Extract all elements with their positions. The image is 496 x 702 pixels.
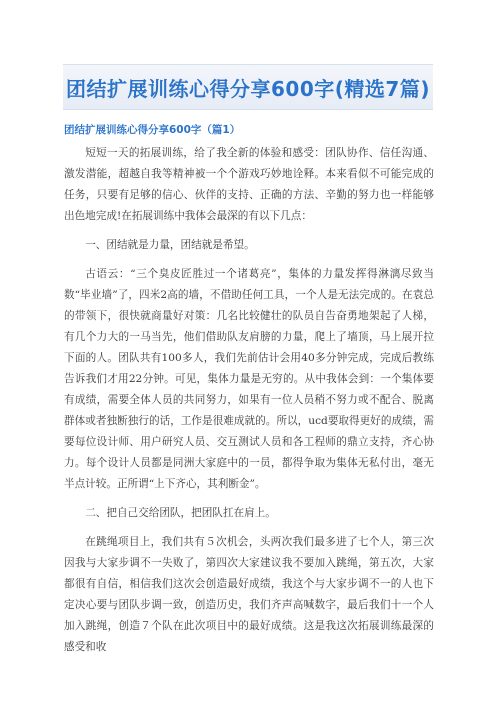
document-title: 团结扩展训练心得分享600字(精选7篇) [66,76,430,101]
title-banner [63,64,433,110]
paragraph: 古语云：“三个臭皮匠胜过一个诸葛亮”，集体的力量发挥得淋漓尽致当数“毕业墙”了，四米2高的墙，不借助任何工具，一个人是无法完成的。在袁总的带领下，很快就商量好对策：几名比较健壮的队员自告奋勇地架起了人梯，有几个力大的一马当先，他们借助队友肩膀的力量，爬上了墙顶，马上展开拉下面的人。团队共有100多人，我们先前估计会用40多分钟完成，完成后教练告诉我们才用22分钟。可见，集体力量是无穷的。从中我体会到：一个集体要有成绩，需要全体人员的共同努力，如果有一位人员稍不努力或不配合、脱离群体或者独断独行的话，工作是很难成就的。所以，ucd要取得更好的成绩，需要每位设计师、用户研究人员、交互测试人员和各工程师的鼎立支持，齐心协力。每个设计人员都是同洲大家庭中的一员，都得争取为集体无私付出，毫无半点计较。正所谓“上下齐心，其利断金”。 [64,268,434,490]
section-heading: 团结扩展训练心得分享600字（篇1） [64,124,241,136]
paragraph: 一、团结就是力量，团结就是希望。 [85,239,255,251]
paragraph: 在跳绳项目上，我们共有５次机会，头两次我们最多进了七个人，第三次因我与大家步调不一失败了，第四次大家建议我不要加入跳绳，第五次，大家都很有自信，相信我们这次会创造最好成绩，我这个与大家步调不一的人也下定决心要与团队步调一致，创造历史，我们齐声高喊数字，最后我们十一个人加入跳绳，创造７个队在此次项目中的最好成绩。这是我这次拓展训练最深的感受和收 [64,536,434,653]
paragraph: 短短一天的拓展训练，给了我全新的体验和感受：团队协作、信任沟通、激发潜能，超越自我等精神被一个个游戏巧妙地诠释。本来看似不可能完成的任务，只要有足够的信心、伙伴的支持、正确的方法、辛勤的努力也一样能够出色地完成!在拓展训练中我体会最深的有以下几点： [64,147,434,222]
paragraph: 二、把自己交给团队，把团队扛在肩上。 [85,507,276,519]
document-body [64,143,434,666]
